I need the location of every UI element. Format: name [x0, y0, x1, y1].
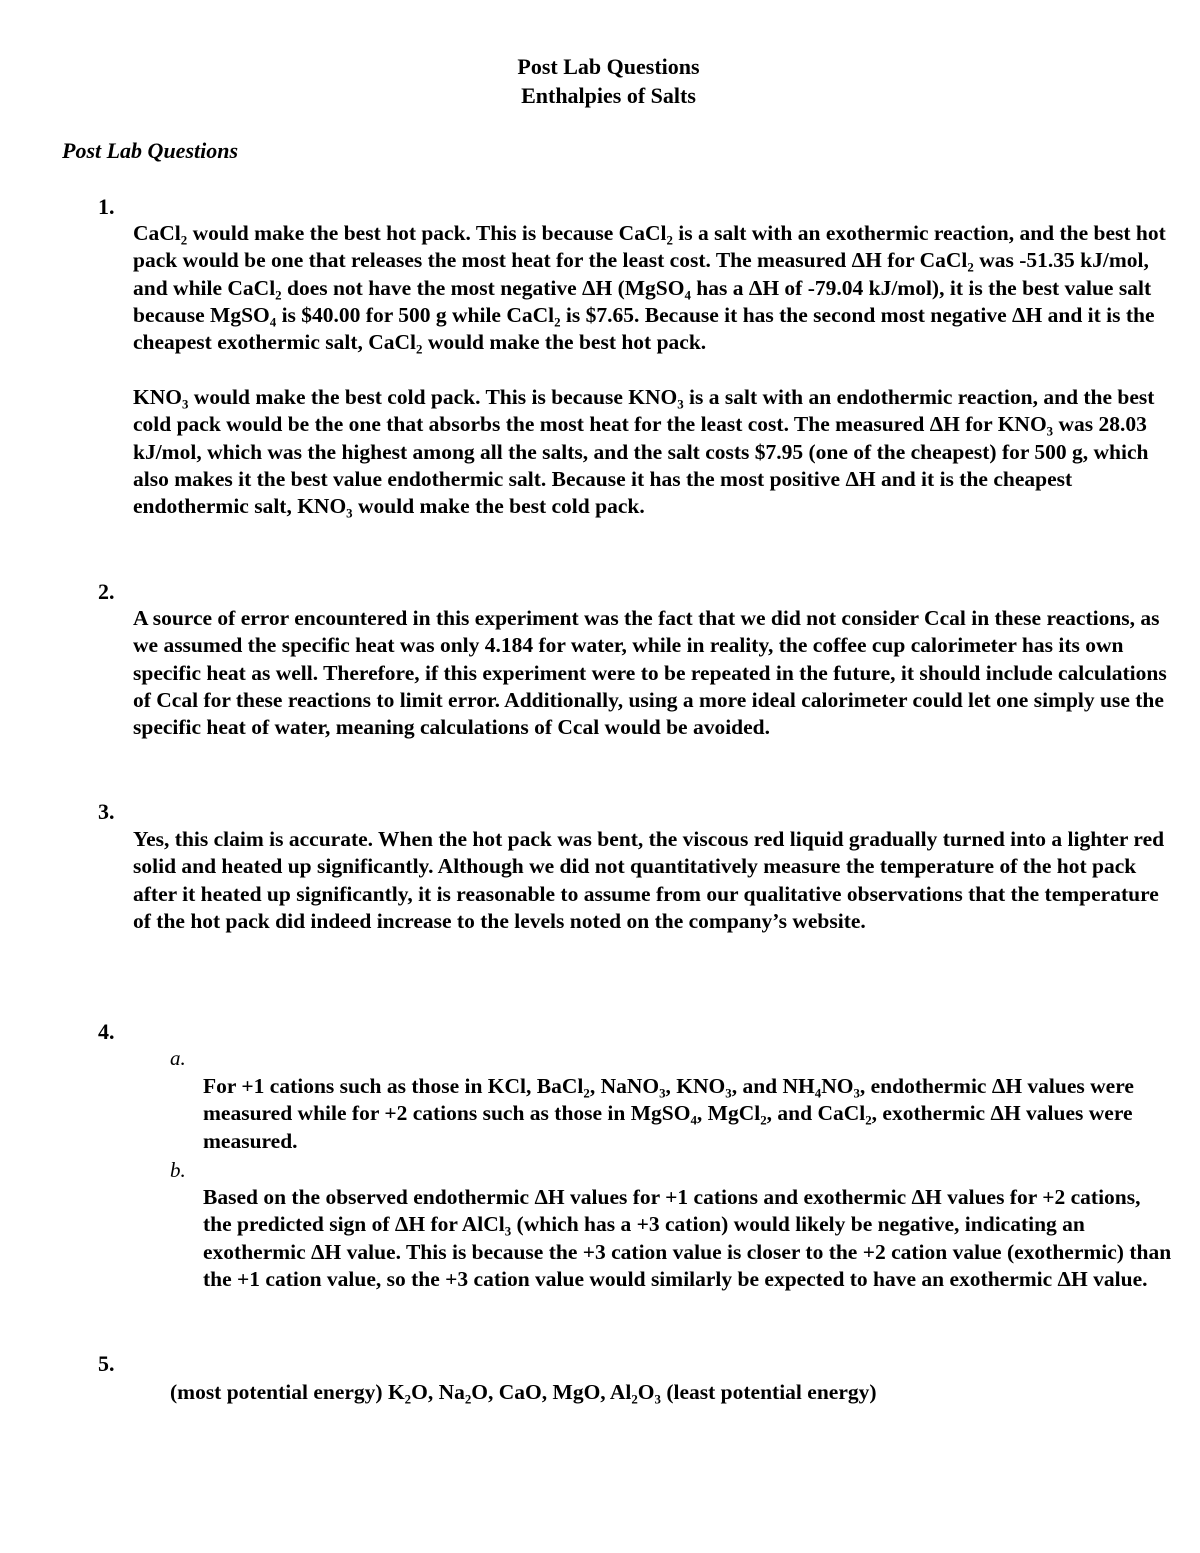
document-subtitle: Enthalpies of Salts — [521, 83, 696, 108]
answer-paragraph: KNO₃ would make the best cold pack. This is because KNO₃ is a salt with an endothermic reaction, and the best cold pack would be the one that absorbs the most heat for the least cost. The measured ΔH for KNO₃ was 28.03 kJ/mol, which was the highest among all the salts, and the salt costs $7.95 (one of the cheapest) for 500 g, which also makes it the best value endothermic salt. Because it has the most positive ΔH and it is the cheapest endothermic salt, KNO₃ would make the best cold pack. — [133, 385, 1155, 519]
document-title: Post Lab Questions — [517, 54, 700, 79]
question-number: 5. — [98, 1351, 115, 1376]
question-number: 1. — [98, 194, 115, 219]
answer-paragraph: A source of error encountered in this experiment was the fact that we did not consider Ccal in these reactions, as we assumed the specific heat was only 4.184 for water, while in reality, the coffee cup calorimeter has its own specific heat as well. Therefore, if this experiment were to be repeated in the future, it should include calculations of Ccal for these reactions to limit error. Additionally, using a more ideal calorimeter could let one simply use the specific heat of water, meaning calculations of Ccal would be avoided. — [133, 606, 1167, 740]
subpart-answer: Based on the observed endothermic ΔH values for +1 cations and exothermic ΔH values for +2 cations, the predicted sign of ΔH for AlCl₃ (which has a +3 cation) would likely be negative, indicating an exothermic ΔH value. This is because the +3 cation value is closer to the +2 cation value (exothermic) than the +1 cation value, so the +3 cation value would similarly be expected to have an exothermic ΔH value. — [203, 1185, 1172, 1291]
subpart-answer: For +1 cations such as those in KCl, BaCl₂, NaNO₃, KNO₃, and NH₄NO₃, endothermic ΔH values were measured while for +2 cations such as those in MgSO₄, MgCl₂, and CaCl₂, exothermic ΔH values were measured. — [203, 1074, 1134, 1153]
question-number: 2. — [98, 579, 115, 604]
question-number: 4. — [98, 1019, 115, 1044]
subpart-label: a. — [170, 1046, 186, 1070]
answer-paragraph: (most potential energy) K₂O, Na₂O, CaO, MgO, Al₂O₃ (least potential energy) — [170, 1380, 877, 1404]
answer-paragraph: CaCl₂ would make the best hot pack. This is because CaCl₂ is a salt with an exothermic reaction, and the best hot pack would be one that releases the most heat for the least cost. The measured ΔH for CaCl₂ was -51.35 kJ/mol, and while CaCl₂ does not have the most negative ΔH (MgSO₄ has a ΔH of -79.04 kJ/mol), it is the best value salt because MgSO₄ is $40.00 for 500 g while CaCl₂ is $7.65. Because it has the second most negative ΔH and it is the cheapest exothermic salt, CaCl₂ would make the best hot pack. — [133, 221, 1166, 355]
answer-paragraph: Yes, this claim is accurate. When the hot pack was bent, the viscous red liquid gradually turned into a lighter red solid and heated up significantly. Although we did not quantitatively measure the temperature of the hot pack after it heated up significantly, it is reasonable to assume from our qualitative observations that the temperature of the hot pack did indeed increase to the levels noted on the company’s website. — [133, 827, 1165, 933]
section-heading: Post Lab Questions — [62, 138, 239, 163]
subpart-label: b. — [170, 1158, 186, 1182]
question-number: 3. — [98, 799, 115, 824]
